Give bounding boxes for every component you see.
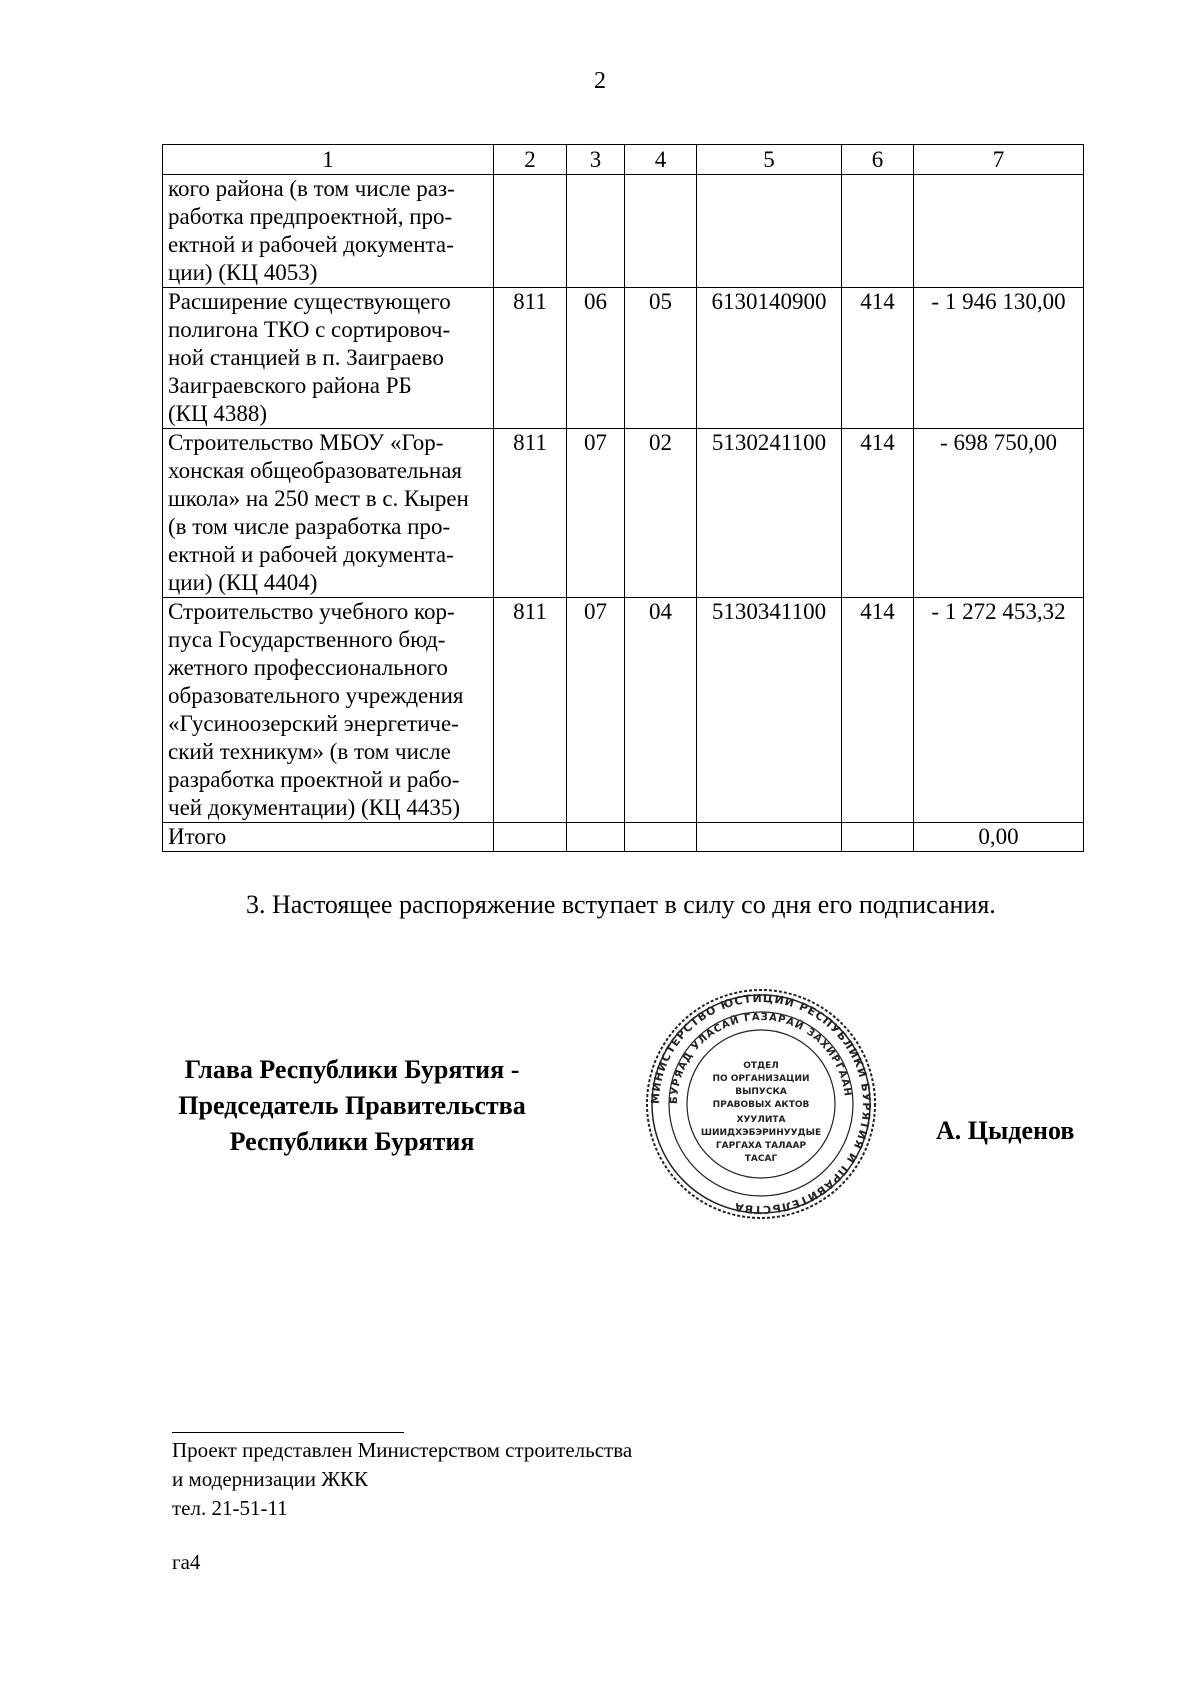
cell-section: 06	[567, 288, 625, 429]
column-header: 4	[625, 145, 697, 175]
cell-target-article	[697, 175, 842, 288]
official-seal	[645, 988, 877, 1220]
row-name-text: Строительство МБОУ «Гор- хонская общеобразовательная школа» на 250 мест в с. Кырен (в том числе разработка про- ектной и рабочей документа- ции) (КЦ 4404)	[168, 430, 469, 595]
row-name	[163, 598, 494, 823]
page-number: 2	[594, 68, 606, 94]
final-clause: 3. Настоящее распоряжение вступает в силу со дня его подписания.	[246, 890, 996, 919]
seal-outer-text: МИНИСТЕРСТВО ЮСТИЦИИ РЕСПУБЛИКИ БУРЯТИЯ И ПРАВИТЕЛЬСТВА	[648, 991, 874, 1217]
signatory-name: А. Цыденов	[936, 1116, 1075, 1145]
column-header: 2	[494, 145, 567, 175]
cell-expense-type	[842, 175, 914, 288]
cell-section: 07	[567, 429, 625, 598]
cell-chapter: 811	[494, 288, 567, 429]
seal-center-line: ШИИДХЭБЭРИНУУДЫЕ	[700, 1128, 822, 1138]
row-name	[163, 175, 494, 288]
seal-center-line: ОТДЕЛ	[743, 1061, 779, 1071]
footnote-line: Проект представлен Министерством строительства	[172, 1438, 633, 1462]
cell-chapter: 811	[494, 598, 567, 823]
cell-chapter	[494, 175, 567, 288]
signatory-title-line: Республики Бурятия	[229, 1127, 475, 1156]
seal-center-line: ВЫПУСКА	[735, 1087, 787, 1097]
cell-subsection	[625, 175, 697, 288]
column-header: 7	[914, 145, 1084, 175]
cell-expense-type: 414	[842, 288, 914, 429]
table-row	[163, 175, 1084, 288]
cell-target-article	[697, 823, 842, 852]
footnote-separator	[172, 1432, 404, 1433]
cell-subsection: 05	[625, 288, 697, 429]
seal-center-line: ТАСАГ	[744, 1154, 778, 1164]
cell-target-article: 5130341100	[697, 598, 842, 823]
table-total-row	[163, 823, 1084, 852]
total-label: Итого	[163, 823, 494, 852]
seal-center-line: ПРАВОВЫХ АКТОВ	[712, 1100, 810, 1110]
row-name	[163, 288, 494, 429]
row-name-text: Строительство учебного кор- пуса Государственного бюд- жетного профессионального образовательного учреждения «Гусиноозерский энергетиче- ский техникум» (в том числе разработка проектной и рабо- чей документации) (КЦ 4435)	[168, 599, 464, 820]
column-header: 1	[163, 145, 494, 175]
table-header-row	[163, 145, 1084, 175]
cell-expense-type	[842, 823, 914, 852]
seal-center-line: ХУУЛИТА	[736, 1115, 786, 1125]
document-code: га4	[172, 1550, 201, 1574]
table-row	[163, 429, 1084, 598]
table-row	[163, 288, 1084, 429]
cell-expense-type: 414	[842, 598, 914, 823]
budget-table	[162, 144, 1084, 852]
footnote	[172, 1436, 632, 1523]
cell-chapter: 811	[494, 429, 567, 598]
cell-expense-type: 414	[842, 429, 914, 598]
row-name-text: Расширение существующего полигона ТКО с сортировоч- ной станцией в п. Заиграево Заиграевского района РБ (КЦ 4388)	[168, 289, 451, 426]
cell-section	[567, 823, 625, 852]
footnote-line: тел. 21-51-11	[172, 1496, 288, 1520]
cell-subsection: 04	[625, 598, 697, 823]
row-name-text: кого района (в том числе раз- работка предпроектной, про- ектной и рабочей документа- ции) (КЦ 4053)	[168, 176, 455, 285]
cell-target-article: 6130140900	[697, 288, 842, 429]
cell-section	[567, 175, 625, 288]
total-amount: 0,00	[914, 823, 1084, 852]
cell-amount: - 1 946 130,00	[914, 288, 1084, 429]
seal-center-line: ГАРГАХА ТАЛААР	[715, 1141, 807, 1151]
cell-amount: - 1 272 453,32	[914, 598, 1084, 823]
seal-inner-text: БУРЯАД УЛАСАЙ ГАЗАРАЙ ЗАХИРГААН	[668, 1011, 853, 1105]
row-name	[163, 429, 494, 598]
signatory-title-line: Председатель Правительства	[178, 1091, 526, 1120]
footnote-line: и модернизации ЖКК	[172, 1467, 369, 1491]
signatory-title	[152, 1052, 552, 1160]
cell-subsection: 02	[625, 429, 697, 598]
signatory-title-line: Глава Республики Бурятия -	[184, 1055, 520, 1084]
cell-subsection	[625, 823, 697, 852]
cell-section: 07	[567, 598, 625, 823]
cell-chapter	[494, 823, 567, 852]
table-row	[163, 598, 1084, 823]
column-header: 5	[697, 145, 842, 175]
seal-center-line: ПО ОРГАНИЗАЦИИ	[712, 1074, 810, 1084]
column-header: 6	[842, 145, 914, 175]
column-header: 3	[567, 145, 625, 175]
cell-amount: - 698 750,00	[914, 429, 1084, 598]
cell-amount	[914, 175, 1084, 288]
cell-target-article: 5130241100	[697, 429, 842, 598]
